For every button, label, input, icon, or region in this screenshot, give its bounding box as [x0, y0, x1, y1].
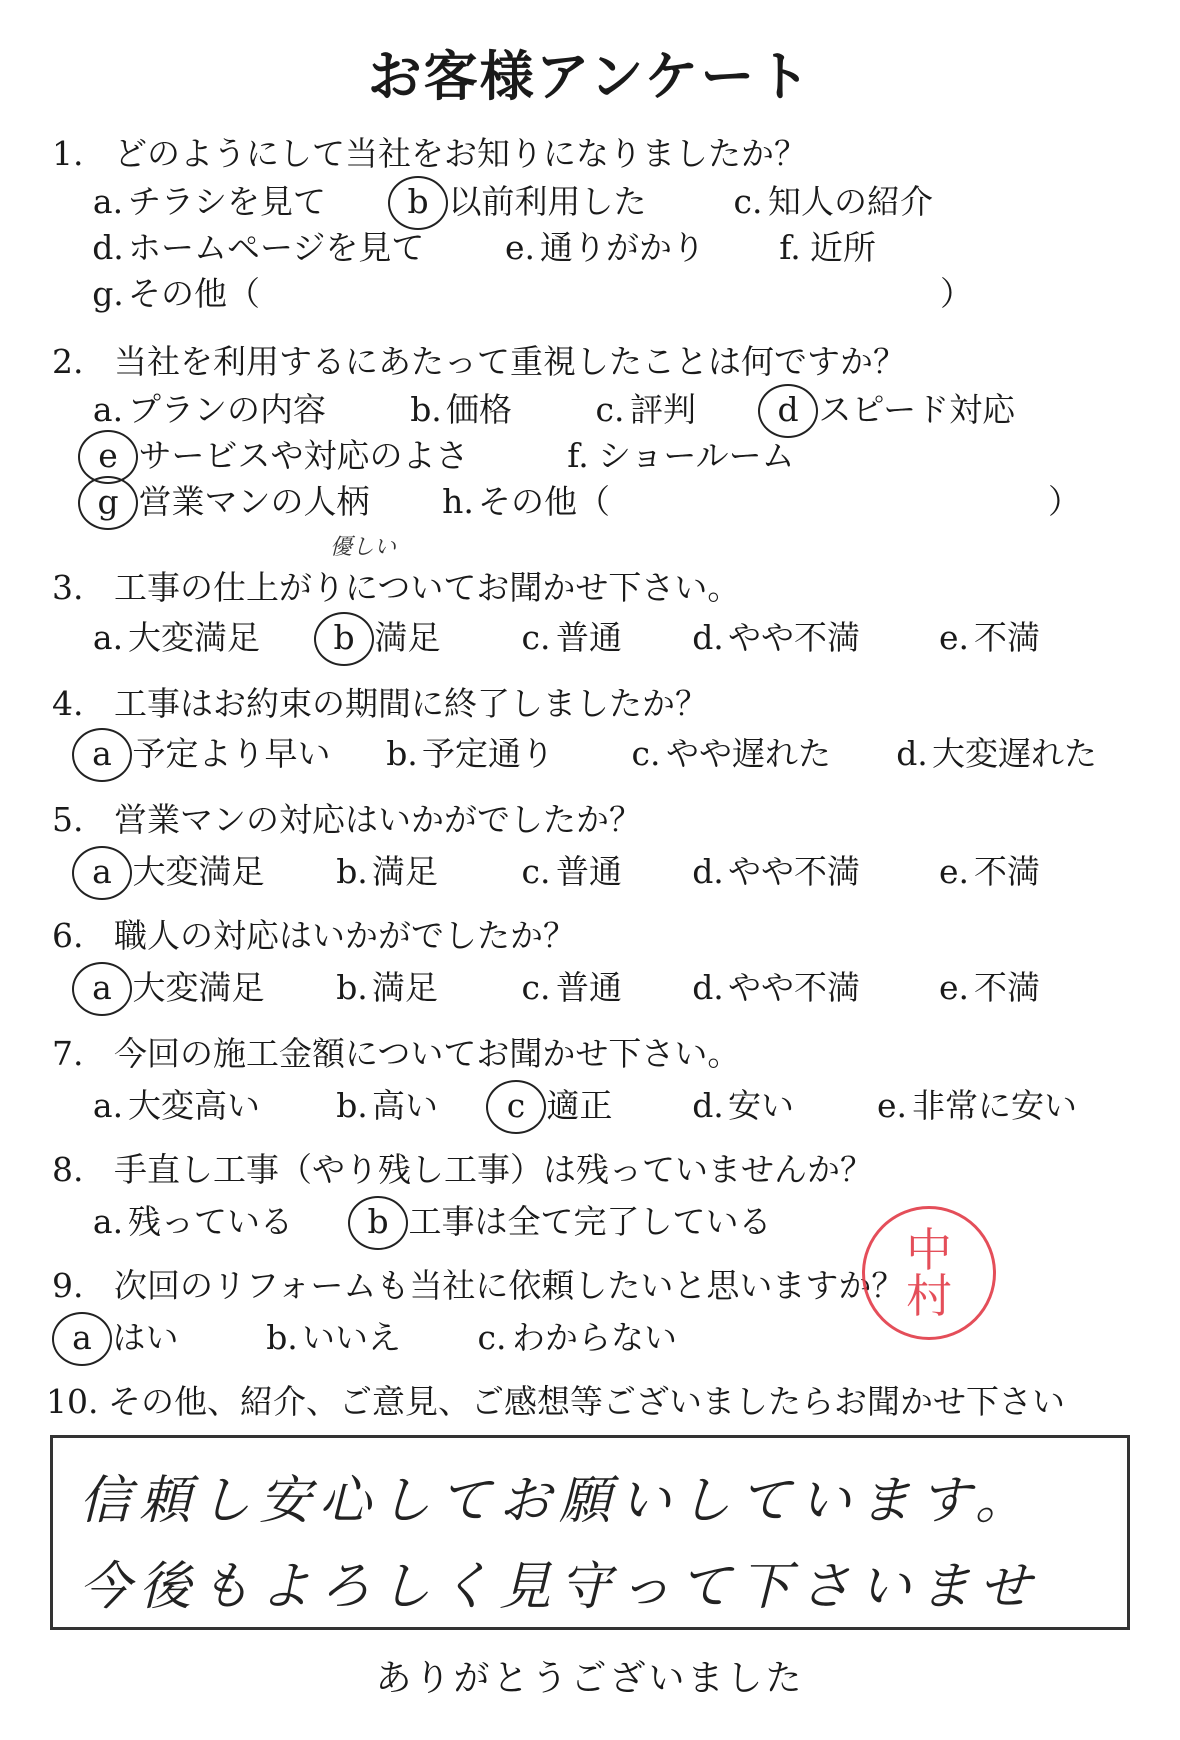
option-letter[interactable]: c.: [521, 852, 551, 891]
option-letter[interactable]: d.: [692, 1086, 724, 1125]
option-letter[interactable]: f.: [779, 228, 801, 267]
option-letter[interactable]: c.: [477, 1318, 507, 1357]
question-6: [52, 910, 576, 957]
option-label: 非常に安い: [912, 1086, 1077, 1125]
close-paren: ）: [940, 274, 973, 313]
option-label: 大変遅れた: [932, 734, 1097, 773]
option-letter[interactable]: d.: [896, 734, 928, 773]
option-label: やや不満: [728, 618, 860, 657]
option-letter-selected[interactable]: a: [82, 734, 122, 773]
question-text: 工事はお約束の期間に終了しましたか？: [114, 684, 708, 723]
option-letter[interactable]: b.: [336, 852, 368, 891]
option-label: その他（: [128, 274, 260, 313]
option-label: 予定より早い: [132, 734, 331, 773]
option-letter-selected[interactable]: b: [324, 618, 364, 657]
option-label: 通りがかり: [540, 228, 705, 267]
option-letter[interactable]: b.: [410, 390, 442, 429]
question-10: [46, 1376, 1065, 1423]
option-label: スピード対応: [818, 390, 1016, 429]
option-label: 営業マンの人柄: [138, 482, 370, 521]
option-label: ホームページを見て: [128, 228, 425, 267]
option-letter[interactable]: d.: [692, 852, 724, 891]
question-number: 6.: [52, 916, 84, 955]
question-number: 2.: [52, 342, 84, 381]
option-label: 工事は全て完了している: [408, 1202, 772, 1241]
option-letter[interactable]: a.: [92, 1202, 124, 1241]
option-letter[interactable]: e.: [938, 852, 970, 891]
option-letter[interactable]: a.: [92, 182, 124, 221]
option-label: 価格: [446, 390, 512, 429]
option-label: 普通: [556, 852, 622, 891]
comment-line: 信頼し安心してお願いしています。: [79, 1471, 1035, 1531]
option-letter[interactable]: e.: [938, 968, 970, 1007]
question-text: 工事の仕上がりについてお聞かせ下さい。: [114, 568, 741, 607]
question-number: 10.: [46, 1382, 99, 1421]
option-label: 普通: [556, 968, 622, 1007]
option-letter[interactable]: c.: [521, 968, 551, 1007]
question-number: 4.: [52, 684, 84, 723]
question-text: その他、紹介、ご意見、ご感想等ございましたらお聞かせ下さい: [108, 1382, 1065, 1421]
option-letter-selected[interactable]: a: [62, 1318, 102, 1357]
option-label: 満足: [374, 618, 441, 657]
option-letter[interactable]: f.: [567, 436, 589, 475]
question-text: 職人の対応はいかがでしたか？: [114, 916, 576, 955]
option-letter[interactable]: e.: [876, 1086, 908, 1125]
option-label: チラシを見て: [128, 182, 326, 221]
hanko-char: 中: [906, 1223, 952, 1277]
option-label: 満足: [372, 852, 438, 891]
option-label: やや遅れた: [666, 734, 831, 773]
option-label: やや不満: [728, 968, 860, 1007]
option-letter-selected[interactable]: a: [82, 968, 122, 1007]
hanko-seal: [862, 1206, 996, 1340]
option-label: 大変満足: [132, 968, 265, 1007]
option-letter[interactable]: c.: [521, 618, 551, 657]
option-letter[interactable]: h.: [442, 482, 474, 521]
option-label: 近所: [810, 228, 876, 267]
question-7: [52, 1028, 740, 1075]
option-letter[interactable]: c.: [595, 390, 625, 429]
option-letter[interactable]: a.: [92, 390, 124, 429]
question-number: 5.: [52, 800, 84, 839]
question-text: 営業マンの対応はいかがでしたか？: [114, 800, 642, 839]
question-text: 次回のリフォームも当社に依頼したいと思いますか？: [114, 1266, 905, 1305]
thank-you-text: ありがとうございました: [375, 1658, 805, 1699]
option-letter[interactable]: b.: [336, 1086, 368, 1125]
handwritten-note: 優しい: [330, 535, 397, 560]
question-5: [52, 794, 642, 841]
option-label: 大変高い: [128, 1086, 260, 1125]
question-text: 今回の施工金額についてお聞かせ下さい。: [114, 1034, 741, 1073]
hanko-char: 村: [906, 1269, 952, 1323]
page-title: お客様アンケート: [367, 44, 813, 108]
question-text: 当社を利用するにあたって重視したことは何ですか？: [114, 342, 906, 381]
option-label: 以前利用した: [448, 182, 647, 221]
option-letter[interactable]: d.: [692, 618, 724, 657]
option-label: 大変満足: [128, 618, 260, 657]
question-2: [52, 336, 906, 383]
question-9: [52, 1260, 904, 1307]
option-letter[interactable]: c.: [733, 182, 763, 221]
option-letter-selected[interactable]: d: [768, 390, 808, 429]
option-label: 知人の紹介: [768, 182, 933, 221]
close-paren: ）: [1048, 482, 1081, 521]
option-label: 評判: [630, 390, 696, 429]
option-letter[interactable]: c.: [631, 734, 661, 773]
option-label: やや不満: [728, 852, 860, 891]
option-label: いいえ: [302, 1318, 401, 1357]
option-label: 大変満足: [132, 852, 265, 891]
option-letter[interactable]: d.: [692, 968, 724, 1007]
question-text: どのようにして当社をお知りになりましたか？: [114, 134, 807, 173]
option-letter[interactable]: a.: [92, 1086, 124, 1125]
question-8: [52, 1144, 873, 1191]
option-label: プランの内容: [128, 390, 326, 429]
question-text: 手直し工事（やり残し工事）は残っていませんか？: [114, 1150, 873, 1189]
option-label: 安い: [728, 1086, 794, 1125]
option-letter[interactable]: e.: [504, 228, 536, 267]
option-label: 不満: [974, 618, 1040, 657]
option-letter[interactable]: a.: [92, 618, 124, 657]
option-label: 残っている: [128, 1202, 293, 1241]
option-label: 予定通り: [422, 734, 554, 773]
question-1: [52, 128, 807, 175]
option-letter-selected[interactable]: e: [88, 436, 128, 475]
question-number: 9.: [52, 1266, 84, 1305]
option-label: ショールーム: [598, 436, 795, 475]
option-letter-selected[interactable]: c: [496, 1086, 536, 1125]
option-letter-selected[interactable]: b: [398, 182, 438, 221]
comment-line: 今後もよろしく見守って下さいませ: [79, 1557, 1040, 1617]
option-label: 普通: [556, 618, 622, 657]
option-label: その他（: [478, 482, 610, 521]
question-4: [52, 678, 708, 725]
option-label: 適正: [546, 1086, 613, 1125]
question-number: 7.: [52, 1034, 84, 1073]
option-label: 満足: [372, 968, 438, 1007]
option-letter[interactable]: g.: [92, 274, 124, 313]
option-letter[interactable]: b.: [386, 734, 418, 773]
question-number: 8.: [52, 1150, 84, 1189]
comment-box[interactable]: [50, 1435, 1130, 1630]
option-label: 高い: [372, 1086, 438, 1125]
option-letter-selected[interactable]: g: [88, 482, 128, 521]
option-label: はい: [112, 1318, 179, 1357]
question-3: [52, 562, 740, 609]
option-letter-selected[interactable]: a: [82, 852, 122, 891]
question-number: 1.: [52, 134, 84, 173]
question-number: 3.: [52, 568, 84, 607]
option-letter-selected[interactable]: b: [358, 1202, 398, 1241]
option-label: サービスや対応のよさ: [138, 436, 469, 475]
option-letter[interactable]: e.: [938, 618, 970, 657]
option-letter[interactable]: b.: [336, 968, 368, 1007]
option-label: わからない: [512, 1318, 677, 1357]
option-letter[interactable]: d.: [92, 228, 124, 267]
option-letter[interactable]: b.: [266, 1318, 298, 1357]
option-label: 不満: [974, 968, 1040, 1007]
option-label: 不満: [974, 852, 1040, 891]
